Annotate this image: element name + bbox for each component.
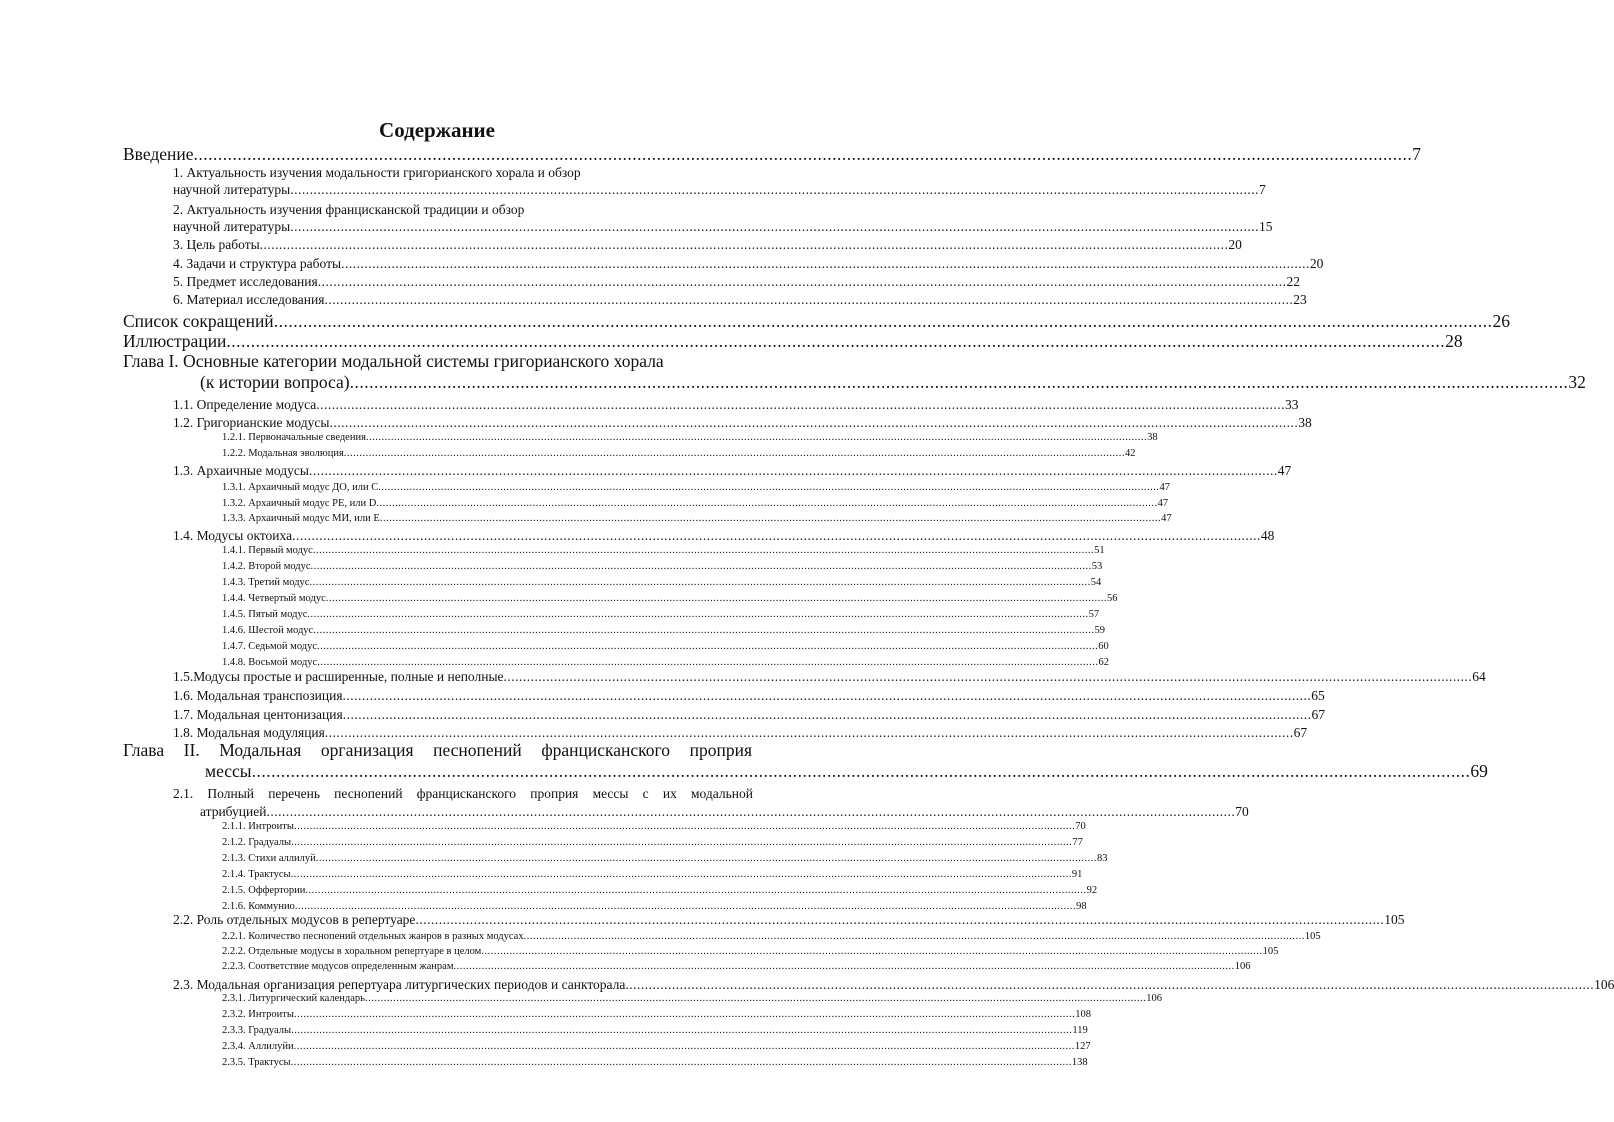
- toc-entry-label: (к истории вопроса): [200, 372, 350, 392]
- toc-entry-label: 1.2.1. Первоначальные сведения: [222, 432, 366, 443]
- toc-entry-label: 3. Цель работы: [173, 237, 260, 252]
- toc-entry-page: 138: [1071, 1057, 1088, 1068]
- dot-leader: ..........................................................................................................................................................................................................................................................: [292, 528, 1261, 543]
- toc-entry[interactable]: [222, 498, 1169, 510]
- dot-leader: ..........................................................................................................................................................................................................................................................: [251, 761, 1471, 781]
- dot-leader: ..........................................................................................................................................................................................................................................................: [273, 311, 1493, 331]
- toc-entry-label: 6. Материал исследования: [173, 292, 325, 307]
- toc-entry[interactable]: [200, 372, 1586, 392]
- toc-entry-page: 57: [1088, 609, 1100, 620]
- toc-entry-page: 7: [1258, 182, 1266, 197]
- toc-entry[interactable]: [222, 1057, 1088, 1069]
- toc-entry[interactable]: [173, 415, 1312, 430]
- dot-leader: ..........................................................................................................................................................................................................................................................: [310, 561, 1092, 572]
- toc-entry[interactable]: [222, 577, 1102, 589]
- toc-entry-label: 2.2. Роль отдельных модусов в репертуаре: [173, 912, 416, 927]
- toc-entry-label: 1.2.2. Модальная эволюция: [222, 448, 344, 459]
- dot-leader: ..........................................................................................................................................................................................................................................................: [307, 609, 1089, 620]
- toc-entry-page: 33: [1285, 397, 1299, 412]
- toc-entry-page: 47: [1157, 498, 1169, 509]
- toc-entry-page: 15: [1258, 219, 1273, 234]
- toc-entry[interactable]: [222, 657, 1109, 669]
- toc-entry-label: 2.1.1. Интроиты: [222, 821, 294, 832]
- toc-entry-label: 4. Задачи и структура работы: [173, 256, 342, 271]
- toc-entry-label: научной литературы: [173, 182, 291, 197]
- toc-entry-label: научной литературы: [173, 219, 291, 234]
- toc-entry[interactable]: [173, 463, 1292, 478]
- toc-entry[interactable]: [173, 256, 1324, 271]
- dot-leader: ..........................................................................................................................................................................................................................................................: [625, 977, 1595, 992]
- toc-entry-page: 38: [1298, 415, 1312, 430]
- toc-entry[interactable]: [173, 274, 1300, 289]
- toc-entry-label: 2.3.5. Трактусы: [222, 1057, 291, 1068]
- toc-entry[interactable]: [173, 912, 1405, 927]
- toc-entry[interactable]: [173, 166, 740, 180]
- toc-entry-page: 20: [1228, 237, 1242, 252]
- toc-entry-page: 22: [1286, 274, 1300, 289]
- toc-entry[interactable]: [222, 885, 1098, 897]
- dot-leader: ..........................................................................................................................................................................................................................................................: [293, 1041, 1075, 1052]
- toc-entry-page: 47: [1161, 513, 1172, 524]
- toc-entry[interactable]: [222, 609, 1100, 621]
- toc-entry-label: Введение: [123, 144, 194, 164]
- toc-entry-page: 62: [1098, 657, 1109, 668]
- toc-entry-label: 2.1. Полный перечень песнопений францисканского проприя мессы с их модальной: [173, 786, 753, 801]
- toc-entry-page: 47: [1159, 482, 1170, 493]
- toc-entry-label: 1.4.2. Второй модус: [222, 561, 311, 572]
- toc-entry[interactable]: [222, 901, 1087, 913]
- toc-entry[interactable]: [222, 837, 1083, 849]
- dot-leader: ..........................................................................................................................................................................................................................................................: [329, 415, 1299, 430]
- toc-entry-page: 108: [1075, 1009, 1091, 1020]
- dot-leader: ..........................................................................................................................................................................................................................................................: [379, 513, 1162, 524]
- toc-entry[interactable]: [173, 688, 1325, 703]
- toc-entry[interactable]: [173, 237, 1242, 252]
- toc-entry-label: 1.2. Григорианские модусы: [173, 415, 330, 430]
- toc-entry-label: 2.1.3. Стихи аллилуй: [222, 853, 316, 864]
- toc-entry-label: 2.3.4. Аллилуйи: [222, 1041, 294, 1052]
- dot-leader: ..........................................................................................................................................................................................................................................................: [317, 274, 1287, 289]
- toc-entry-page: 28: [1445, 331, 1463, 351]
- dot-leader: ..........................................................................................................................................................................................................................................................: [481, 946, 1263, 957]
- toc-entry-label: 2.3.1. Литургический календарь: [222, 993, 365, 1004]
- toc-entry[interactable]: [222, 993, 1162, 1005]
- toc-entry[interactable]: [123, 331, 1463, 351]
- toc-entry-label: Иллюстрации: [123, 331, 227, 351]
- toc-entry-label: Глава I. Основные категории модальной системы григорианского хорала: [123, 351, 664, 371]
- dot-leader: ..........................................................................................................................................................................................................................................................: [341, 256, 1310, 271]
- toc-entry-page: 105: [1384, 912, 1405, 927]
- toc-entry-page: 64: [1472, 669, 1486, 684]
- toc-entry-page: 98: [1076, 901, 1087, 912]
- toc-entry[interactable]: [173, 219, 1273, 234]
- toc-entry-label: 1.4.5. Пятый модус: [222, 609, 308, 620]
- dot-leader: ..........................................................................................................................................................................................................................................................: [308, 463, 1278, 478]
- toc-entry-page: 106: [1234, 961, 1251, 972]
- dot-leader: ..........................................................................................................................................................................................................................................................: [342, 707, 1312, 722]
- toc-entry-label: 2.1.4. Трактусы: [222, 869, 291, 880]
- toc-entry-label: Список сокращений: [123, 311, 274, 331]
- toc-entry-label: 2.3. Модальная организация репертуара литургических периодов и санкторала: [173, 977, 626, 992]
- toc-entry[interactable]: [173, 707, 1325, 722]
- toc-entry[interactable]: [222, 482, 1170, 494]
- dot-leader: ..........................................................................................................................................................................................................................................................: [378, 482, 1160, 493]
- dot-leader: ..........................................................................................................................................................................................................................................................: [364, 993, 1147, 1004]
- toc-entry[interactable]: [123, 311, 1510, 331]
- dot-leader: ..........................................................................................................................................................................................................................................................: [316, 397, 1285, 412]
- toc-entry[interactable]: [222, 1041, 1091, 1053]
- toc-entry-page: 67: [1311, 707, 1325, 722]
- toc-entry-page: 53: [1091, 561, 1103, 572]
- dot-leader: ..........................................................................................................................................................................................................................................................: [453, 961, 1235, 972]
- toc-entry-page: 59: [1094, 625, 1105, 636]
- dot-leader: ..........................................................................................................................................................................................................................................................: [305, 885, 1087, 896]
- dot-leader: ..........................................................................................................................................................................................................................................................: [291, 1025, 1073, 1036]
- toc-entry-page: 38: [1147, 432, 1158, 443]
- dot-leader: ..........................................................................................................................................................................................................................................................: [290, 1057, 1072, 1068]
- toc-entry-label: 1.4.7. Седьмой модус: [222, 641, 318, 652]
- toc-entry-label: 1.3.1. Архаичный модус ДО, или С: [222, 482, 379, 493]
- toc-entry[interactable]: [222, 1009, 1091, 1021]
- toc-entry-page: 32: [1568, 372, 1586, 392]
- toc-entry-page: 60: [1098, 641, 1109, 652]
- dot-leader: ..........................................................................................................................................................................................................................................................: [343, 448, 1126, 459]
- dot-leader: ..........................................................................................................................................................................................................................................................: [294, 901, 1077, 912]
- toc-entry[interactable]: [173, 787, 753, 801]
- dot-leader: ..........................................................................................................................................................................................................................................................: [376, 498, 1158, 509]
- toc-entry-label: 1.4.6. Шестой модус: [222, 625, 314, 636]
- toc-entry-label: 2. Актуальность изучения францисканской традиции и обзор: [173, 202, 525, 217]
- dot-leader: ..........................................................................................................................................................................................................................................................: [523, 931, 1305, 942]
- dot-leader: ..........................................................................................................................................................................................................................................................: [415, 912, 1385, 927]
- toc-entry[interactable]: [123, 353, 750, 371]
- toc-entry-label: 1.8. Модальная модуляция: [173, 725, 325, 740]
- dot-leader: ..........................................................................................................................................................................................................................................................: [365, 432, 1148, 443]
- toc-entry-page: 92: [1086, 885, 1098, 896]
- dot-leader: ..........................................................................................................................................................................................................................................................: [290, 182, 1259, 197]
- toc-entry-page: 70: [1075, 821, 1086, 832]
- dot-leader: ..........................................................................................................................................................................................................................................................: [290, 869, 1072, 880]
- toc-entry-label: 1.6. Модальная транспозиция: [173, 688, 343, 703]
- toc-entry-page: 26: [1492, 311, 1510, 331]
- toc-entry[interactable]: [222, 593, 1118, 605]
- toc-entry-page: 91: [1071, 869, 1083, 880]
- toc-entry[interactable]: [222, 853, 1108, 865]
- toc-entry-page: 23: [1293, 292, 1307, 307]
- toc-entry[interactable]: [222, 448, 1136, 460]
- dot-leader: ..........................................................................................................................................................................................................................................................: [266, 804, 1236, 819]
- toc-entry-page: 47: [1277, 463, 1292, 478]
- toc-entry-label: 1. Актуальность изучения модальности григорианского хорала и обзор: [173, 165, 581, 180]
- dot-leader: ..........................................................................................................................................................................................................................................................: [226, 331, 1446, 351]
- dot-leader: ..........................................................................................................................................................................................................................................................: [324, 725, 1294, 740]
- toc-entry-label: атрибуцией: [200, 804, 267, 819]
- toc-entry-page: 67: [1293, 725, 1308, 740]
- toc-entry-label: 2.3.3. Градуалы: [222, 1025, 292, 1036]
- toc-entry-label: 1.7. Модальная центонизация: [173, 707, 343, 722]
- toc-entry[interactable]: [222, 625, 1105, 637]
- toc-entry-page: 70: [1235, 804, 1249, 819]
- toc-entry-label: 5. Предмет исследования: [173, 274, 318, 289]
- dot-leader: ..........................................................................................................................................................................................................................................................: [317, 641, 1099, 652]
- dot-leader: ..........................................................................................................................................................................................................................................................: [293, 821, 1076, 832]
- toc-entry[interactable]: [222, 432, 1158, 444]
- toc-entry[interactable]: [173, 528, 1275, 543]
- dot-leader: ..........................................................................................................................................................................................................................................................: [313, 625, 1095, 636]
- toc-entry-page: 119: [1072, 1025, 1088, 1036]
- toc-entry-page: 56: [1106, 593, 1118, 604]
- dot-leader: ..........................................................................................................................................................................................................................................................: [342, 688, 1312, 703]
- toc-entry[interactable]: [173, 203, 740, 217]
- toc-entry-label: Глава II. Модальная организация песнопений францисканского проприя: [123, 740, 752, 760]
- toc-entry-label: 1.3. Архаичные модусы: [173, 463, 309, 478]
- toc-entry[interactable]: [173, 725, 1308, 740]
- toc-entry-label: 2.2.3. Соответствие модусов определенным жанрам: [222, 961, 454, 972]
- toc-entry-page: 65: [1311, 688, 1325, 703]
- toc-entry-page: 69: [1470, 761, 1488, 781]
- dot-leader: ..........................................................................................................................................................................................................................................................: [317, 657, 1099, 668]
- toc-entry-label: 2.3.2. Интроиты: [222, 1009, 294, 1020]
- toc-entry-label: 1.5.Модусы простые и расширенные, полные и неполные: [173, 669, 504, 684]
- toc-entry-label: 1.4.4. Четвертый модус: [222, 593, 326, 604]
- toc-entry-page: 20: [1309, 256, 1324, 271]
- dot-leader: ..........................................................................................................................................................................................................................................................: [315, 853, 1098, 864]
- dot-leader: ..........................................................................................................................................................................................................................................................: [503, 669, 1473, 684]
- dot-leader: ..........................................................................................................................................................................................................................................................: [293, 1009, 1076, 1020]
- toc-entry[interactable]: [222, 869, 1083, 881]
- toc-entry-label: 1.4. Модусы октоиха: [173, 528, 293, 543]
- toc-entry[interactable]: [123, 144, 1422, 164]
- dot-leader: ..........................................................................................................................................................................................................................................................: [290, 219, 1259, 234]
- toc-entry[interactable]: [222, 545, 1105, 557]
- toc-entry[interactable]: [222, 961, 1251, 973]
- toc-entry-label: 2.1.5. Оффертории: [222, 885, 306, 896]
- toc-entry-label: 2.2.1. Количество песнопений отдельных жанров в разных модусах: [222, 931, 524, 942]
- dot-leader: ..........................................................................................................................................................................................................................................................: [349, 372, 1569, 392]
- dot-leader: ..........................................................................................................................................................................................................................................................: [324, 292, 1294, 307]
- toc-entry[interactable]: [222, 1025, 1088, 1037]
- dot-leader: ..........................................................................................................................................................................................................................................................: [325, 593, 1107, 604]
- toc-entry[interactable]: [173, 669, 1486, 684]
- toc-entry-label: 1.3.3. Архаичный модус МИ, или Е: [222, 513, 380, 524]
- toc-entry[interactable]: [222, 641, 1109, 653]
- toc-entry[interactable]: [173, 397, 1299, 412]
- toc-entry-page: 48: [1260, 528, 1275, 543]
- dot-leader: ..........................................................................................................................................................................................................................................................: [291, 837, 1073, 848]
- dot-leader: ..........................................................................................................................................................................................................................................................: [309, 577, 1091, 588]
- toc-entry[interactable]: [222, 513, 1172, 525]
- page-title: Содержание: [379, 118, 495, 142]
- toc-entry-page: 83: [1097, 853, 1108, 864]
- toc-entry[interactable]: [173, 292, 1307, 307]
- toc-entry[interactable]: [222, 946, 1279, 958]
- toc-entry-page: 54: [1090, 577, 1102, 588]
- toc-entry-label: мессы: [205, 761, 252, 781]
- toc-entry-page: 127: [1074, 1041, 1091, 1052]
- toc-entry-page: 7: [1412, 144, 1422, 164]
- toc-entry-page: 106: [1146, 993, 1162, 1004]
- toc-entry-page: 51: [1094, 545, 1105, 556]
- toc-entry-page: 42: [1125, 448, 1136, 459]
- toc-entry-label: 2.1.2. Градуалы: [222, 837, 292, 848]
- toc-entry[interactable]: [222, 561, 1103, 573]
- toc-entry[interactable]: [205, 761, 1488, 781]
- toc-entry[interactable]: [200, 804, 1249, 819]
- toc-entry-page: 105: [1262, 946, 1279, 957]
- toc-entry-page: 77: [1072, 837, 1083, 848]
- toc-entry-page: 105: [1304, 931, 1321, 942]
- dot-leader: ..........................................................................................................................................................................................................................................................: [193, 144, 1413, 164]
- toc-entry-label: 2.2.2. Отдельные модусы в хоральном репертуаре в целом: [222, 946, 482, 957]
- toc-entry-label: 1.4.3. Третий модус: [222, 577, 310, 588]
- toc-entry-label: 2.1.6. Коммунио: [222, 901, 295, 912]
- dot-leader: ..........................................................................................................................................................................................................................................................: [259, 237, 1229, 252]
- toc-entry[interactable]: [222, 821, 1086, 833]
- toc-entry-page: 106: [1594, 977, 1614, 992]
- toc-entry-label: 1.1. Определение модуса: [173, 397, 317, 412]
- toc-entry[interactable]: [222, 931, 1321, 943]
- toc-entry-label: 1.3.2. Архаичный модус РЕ, или D: [222, 498, 377, 509]
- toc-entry-label: 1.4.8. Восьмой модус: [222, 657, 318, 668]
- dot-leader: ..........................................................................................................................................................................................................................................................: [312, 545, 1095, 556]
- toc-entry[interactable]: [173, 182, 1266, 197]
- toc-entry-label: 1.4.1. Первый модус: [222, 545, 313, 556]
- toc-entry[interactable]: [173, 977, 1614, 992]
- toc-entry[interactable]: [123, 742, 752, 760]
